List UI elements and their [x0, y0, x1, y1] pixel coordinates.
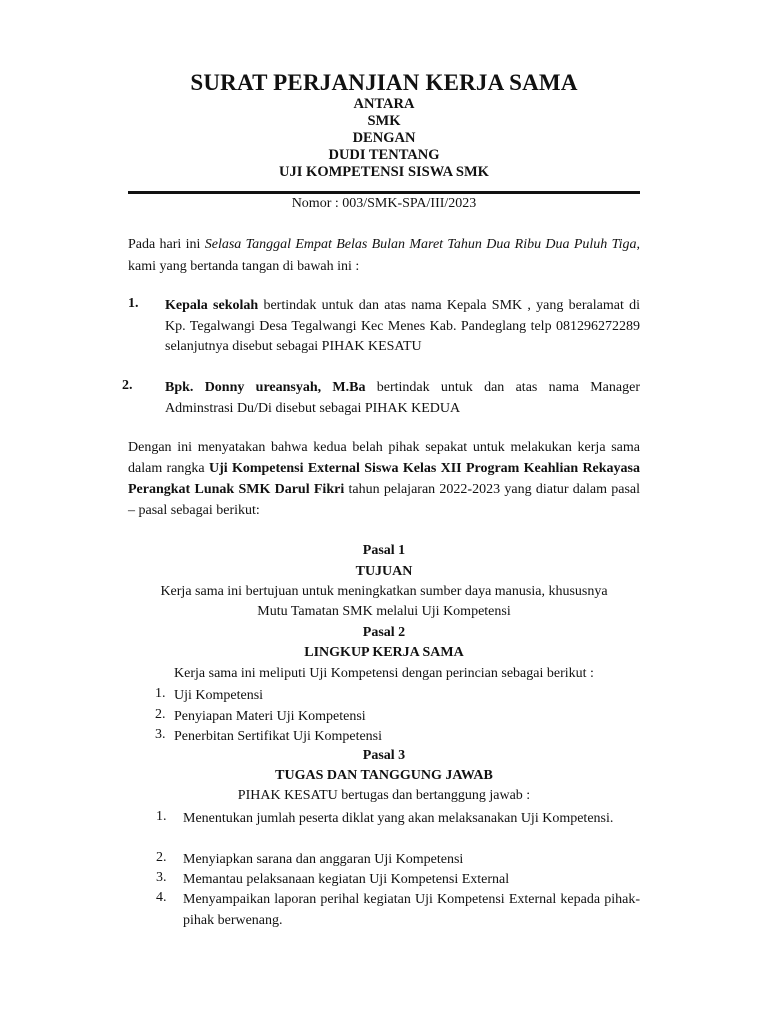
pasal-2-intro: Kerja sama ini meliputi Uji Kompetensi dengan perincian sebagai berikut : [174, 666, 594, 681]
party-text [165, 378, 640, 419]
party-text [165, 296, 640, 358]
pasal-1-label: Pasal 1 [362, 543, 406, 558]
list-text: Penyiapan Materi Uji Kompetensi [174, 709, 366, 724]
party-number: 1. [128, 296, 139, 311]
pasal-3-intro: PIHAK KESATU bertugas dan bertanggung jawab : [237, 788, 531, 803]
intro-prefix: Pada hari ini [128, 237, 205, 252]
subtitle-line: SMK [367, 113, 401, 129]
subtitle-line: ANTARA [353, 96, 415, 112]
statement-paragraph [128, 437, 640, 521]
list-number: 3. [156, 870, 167, 885]
intro-paragraph [128, 234, 640, 278]
intro-suffix: , kami yang bertanda tangan di bawah ini : [128, 237, 640, 274]
intro-date: Selasa Tanggal Empat Belas Bulan Maret Tahun Dua Ribu Dua Puluh Tiga [204, 237, 637, 252]
party-number: 2. [122, 378, 133, 393]
party-name: Bpk. Donny ureansyah, M.Ba [165, 380, 366, 395]
party-description: bertindak untuk dan atas nama Kepala SMK , yang beralamat di Kp. Tegalwangi Desa Tegalwangi Kec Menes Kab. Pandeglang telp 081296272289 selanjutnya disebut sebagai PIHAK KESATU [165, 298, 640, 354]
party-description: bertindak untuk dan atas nama Manager Adminstrasi Du/Di disebut sebagai PIHAK KEDUA [165, 380, 640, 416]
list-text: Penerbitan Sertifikat Uji Kompetensi [174, 729, 383, 744]
pasal-1-text: Kerja sama ini bertujuan untuk meningkatkan sumber daya manusia, khususnya [160, 584, 608, 599]
document-title: SURAT PERJANJIAN KERJA SAMA [190, 70, 578, 95]
list-number: 1. [156, 809, 167, 824]
list-number: 1. [155, 686, 166, 701]
subtitle-line: DENGAN [352, 130, 416, 146]
statement-part1: Dengan ini menyatakan bahwa kedua belah pihak sepakat untuk melakukan kerja sama dalam rangka [128, 440, 640, 476]
party-name: Kepala sekolah [165, 298, 259, 313]
list-text: Menyampaikan laporan perihal kegiatan Uji Kompetensi External kepada pihak-pihak berwenang. [183, 892, 640, 928]
list-number: 3. [155, 727, 166, 742]
list-number: 2. [156, 850, 167, 865]
document-number: Nomor : 003/SMK-SPA/III/2023 [291, 196, 477, 211]
list-text: Memantau pelaksanaan kegiatan Uji Kompetensi External [183, 872, 510, 887]
pasal-1-text: Mutu Tamatan SMK melalui Uji Kompetensi [257, 604, 511, 619]
pasal-3-label: Pasal 3 [362, 748, 406, 763]
list-number: 2. [155, 707, 166, 722]
statement-program: Uji Kompetensi External Siswa Kelas XII Program Keahlian Rekayasa Perangkat Lunak SMK Darul Fikri [128, 461, 641, 497]
header-divider [128, 191, 640, 194]
pasal-3-heading: TUGAS DAN TANGGUNG JAWAB [275, 768, 493, 783]
list-text: Menyiapkan sarana dan anggaran Uji Kompetensi [183, 852, 464, 867]
list-text: Uji Kompetensi [174, 688, 264, 703]
statement-part2: tahun pelajaran 2022-2023 yang diatur dalam pasal – pasal sebagai berikut: [128, 482, 641, 518]
pasal-1-heading: TUJUAN [355, 564, 413, 579]
list-number: 4. [156, 890, 167, 905]
list-text: Menentukan jumlah peserta diklat yang akan melaksanakan Uji Kompetensi. [183, 811, 614, 826]
pasal-2-label: Pasal 2 [362, 625, 406, 640]
subtitle-line: DUDI TENTANG [328, 147, 440, 163]
pasal-2-heading: LINGKUP KERJA SAMA [304, 645, 464, 660]
subtitle-line: UJI KOMPETENSI SISWA SMK [279, 164, 489, 180]
